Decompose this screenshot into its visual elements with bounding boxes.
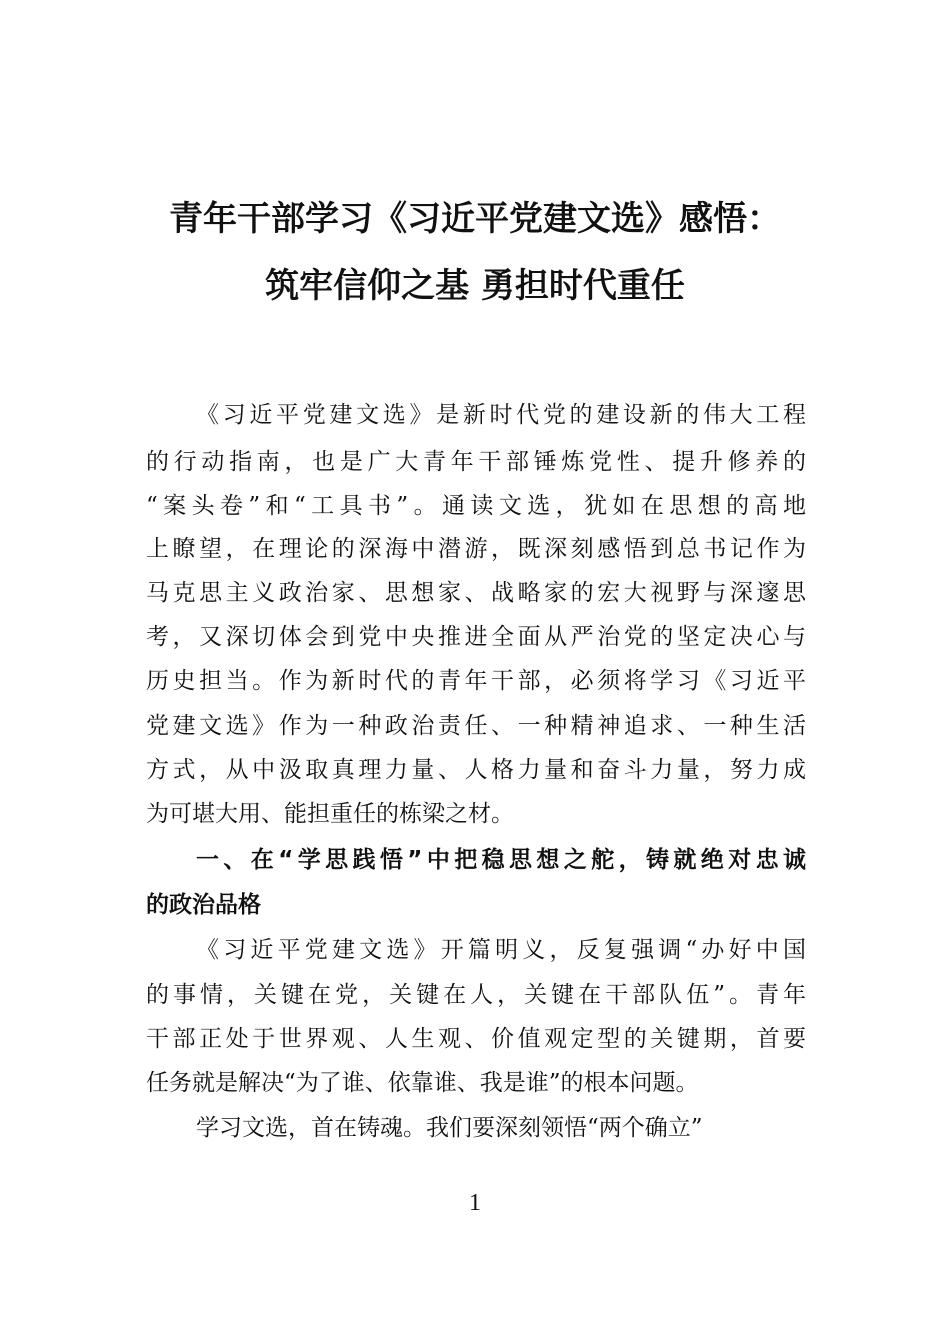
paragraph-1-line-5: 马克思主义政治家、思想家、战略家的宏大视野与深邃思 bbox=[146, 580, 806, 606]
section-heading-1-line-2: 的政治品格 bbox=[146, 892, 261, 918]
paragraph-1-line-8: 党建文选》作为一种政治责任、一种精神追求、一种生活 bbox=[146, 713, 806, 739]
document-title-line-1: 青年干部学习《习近平党建文选》感悟： bbox=[169, 199, 781, 239]
paragraph-1-line-10: 为可堪大用、能担重任的栋梁之材。 bbox=[146, 801, 514, 827]
document-title-line-2: 筑牢信仰之基 勇担时代重任 bbox=[265, 266, 685, 306]
paragraph-3-line-1: 学习文选，首在铸魂。我们要深刻领悟“两个确立” bbox=[196, 1115, 703, 1141]
page-number: 1 bbox=[469, 1190, 481, 1216]
paragraph-2-line-1: 《习近平党建文选》开篇明义，反复强调“办好中国 bbox=[196, 937, 806, 963]
paragraph-2-line-2: 的事情，关键在党，关键在人，关键在干部队伍”。青年 bbox=[146, 982, 806, 1008]
paragraph-1-line-2: 的行动指南，也是广大青年干部锤炼党性、提升修养的 bbox=[146, 449, 806, 475]
paragraph-1-line-9: 方式，从中汲取真理力量、人格力量和奋斗力量，努力成 bbox=[146, 757, 806, 783]
paragraph-1-line-7: 历史担当。作为新时代的青年干部，必须将学习《习近平 bbox=[146, 668, 806, 694]
paragraph-2-line-4: 任务就是解决“为了谁、依靠谁、我是谁”的根本问题。 bbox=[146, 1070, 699, 1096]
paragraph-2-line-3: 干部正处于世界观、人生观、价值观定型的关键期，首要 bbox=[146, 1026, 806, 1052]
paragraph-1-line-1: 《习近平党建文选》是新时代党的建设新的伟大工程 bbox=[196, 402, 806, 428]
paragraph-1-line-6: 考，又深切体会到党中央推进全面从严治党的坚定决心与 bbox=[146, 624, 806, 650]
paragraph-1-line-4: 上瞭望，在理论的深海中潜游，既深刻感悟到总书记作为 bbox=[146, 536, 806, 562]
paragraph-1-line-3: “案头卷”和“工具书”。通读文选，犹如在思想的高地 bbox=[146, 493, 806, 519]
section-heading-1-line-1: 一、在“学思践悟”中把稳思想之舵，铸就绝对忠诚 bbox=[196, 847, 806, 873]
